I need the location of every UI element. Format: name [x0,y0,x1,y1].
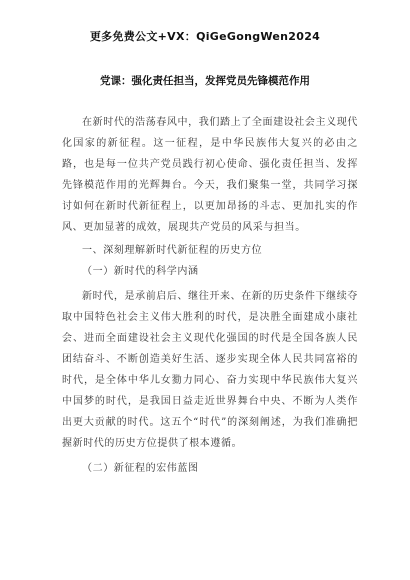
section-heading-1: 一、深刻理解新时代新征程的历史方位 [82,245,263,256]
subsection-heading-2: （二）新征程的宏伟蓝图 [82,463,199,474]
intro-paragraph: 在新时代的浩荡春风中，我们踏上了全面建设社会主义现代化国家的新征程。这一征程，是中华民族伟大复兴的必由之路，也是每一位共产党员践行初心使命、强化责任担当、发挥先锋模范作用的光辉舞台。今天，我们聚集一堂，共同学习探讨如何在新时代新征程上，以更加昂扬的斗志、更加扎实的作风、更加显著的成效，展现共产党员的风采与担当。 [62,117,358,233]
document-body [62,112,358,479]
subsection-heading-1: （一）新时代的科学内涵 [82,266,199,277]
document-title: 党课：强化责任担当，发挥党员先锋模范作用 [100,75,310,87]
promo-header: 更多免费公文+VX：QiGeGongWen2024 [89,30,321,43]
subsection-paragraph-1: 新时代，是承前启后、继往开来、在新的历史条件下继续夺取中国特色社会主义伟大胜利的时代，是决胜全面建成小康社会、进而全面建设社会主义现代化强国的时代是全国各族人民团结奋斗、不断创造美好生活、逐步实现全体人民共同富裕的时代，是全体中华儿女勠力同心、奋力实现中华民族伟大复兴中国梦的时代，是我国日益走近世界舞台中央、不断为人类作出更大贡献的时代。这五个“时代”的深刻阐述，为我们准确把握新时代的历史方位提供了根本遵循。 [62,291,358,449]
